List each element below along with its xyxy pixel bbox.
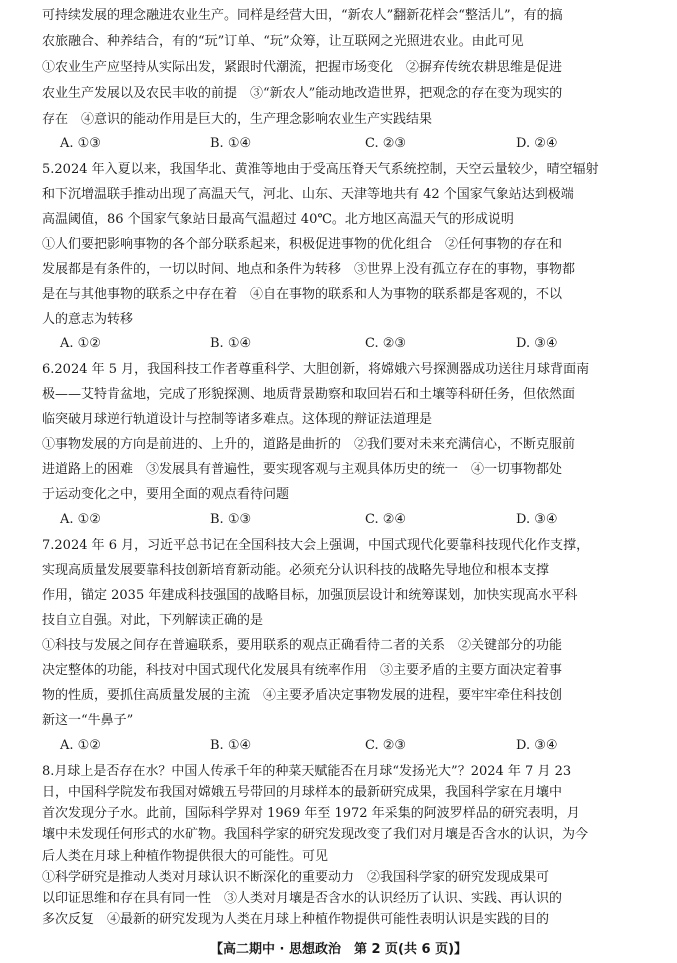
text-line: 后人类在月球上种植作物提供很大的可能性。可见	[42, 849, 329, 864]
question-6-line: 6.2024 年 5 月，我国科技工作者尊重科学、大胆创新，将嫦娥六号探测器成功送往月球背面南	[42, 362, 590, 377]
text-line: 多次反复 ④最新的研究发现为人类在月球上种植作物提供可能性表明认识是实践的目的	[42, 912, 550, 927]
text-line: 以印证思维和存在具有同一性 ③人类对月壤是否含水的认识经历了认识、实践、再认识的	[42, 891, 563, 906]
text-line: ①农业生产应坚持从实际出发，紧跟时代潮流，把握市场变化 ②摒弃传统农耕思维是促进	[42, 60, 563, 75]
text-line: 壤中未发现任何形式的水矿物。我国科学家的研究发现改变了我们对月壤是否含水的认识，为今	[42, 827, 589, 842]
text-line: 物的性质，要抓住高质量发展的主流 ④主要矛盾决定事物发展的进程，要牢牢牵住科技创	[42, 688, 563, 703]
text-line: 可持续发展的理念融进农业生产。同样是经营大田，“新农人”翻新花样会“整活儿”，有的搞	[42, 8, 563, 23]
option-d[interactable]: D. ③④	[516, 738, 558, 753]
question-8-line: 8.月球上是否存在水？中国人传承千年的种菜天赋能否在月球“发扬光大”？2024 年 7 月 23	[42, 764, 572, 779]
text-line: 农业生产发展以及农民丰收的前提 ③“新农人”能动地改造世界，把观念的存在变为现实的	[42, 86, 563, 101]
option-d[interactable]: D. ③④	[516, 336, 558, 351]
text-line: 日，中国科学院发布我国对嫦娥五号带回的月球样本的最新研究成果，我国科学家在月壤中	[42, 785, 563, 800]
option-c[interactable]: C. ②④	[365, 512, 407, 527]
option-a[interactable]: A. ①②	[60, 512, 101, 527]
text-line: 首次发现分子水。此前，国际科学界对 1969 年至 1972 年采集的阿波罗样品的研究表明，月	[42, 806, 580, 821]
text-line: ①事物发展的方向是前进的、上升的，道路是曲折的 ②我们要对未来充满信心，不断克服前	[42, 437, 576, 452]
option-d[interactable]: D. ③④	[516, 512, 558, 527]
text-line: 存在 ④意识的能动作用是巨大的，生产理念影响农业生产实践结果	[42, 112, 433, 127]
text-line: 极——艾特肯盆地，完成了形貌探测、地质背景勘察和取回岩石和土壤等科研任务，但依然面	[42, 387, 576, 402]
option-a[interactable]: A. ①③	[60, 136, 101, 151]
question-5-line: 5.2024 年入夏以来，我国华北、黄淮等地由于受高压脊天气系统控制，天空云量较少，晴空辐射	[42, 162, 599, 177]
text-line: 和下沉增温联手推动出现了高温天气，河北、山东、天津等地共有 42 个国家气象站达到极端	[42, 187, 574, 202]
option-b[interactable]: B. ①④	[210, 336, 252, 351]
option-a[interactable]: A. ①②	[60, 336, 101, 351]
option-c[interactable]: C. ②③	[365, 738, 407, 753]
option-a[interactable]: A. ①②	[60, 738, 101, 753]
text-line: 是在与其他事物的联系之中存在着 ④自在事物的联系和人为事物的联系都是客观的，不以	[42, 287, 563, 302]
text-line: 发展都是有条件的，一切以时间、地点和条件为转移 ③世界上没有孤立存在的事物，事物都	[42, 262, 576, 277]
answer-options-q4	[60, 136, 620, 156]
option-c[interactable]: C. ②③	[365, 336, 407, 351]
text-line: 进道路上的困难 ③发展具有普遍性，要实现客观与主观具体历史的统一 ④一切事物都处	[42, 462, 563, 477]
text-line: 决定整体的功能，科技对中国式现代化发展具有统率作用 ③主要矛盾的主要方面决定着事	[42, 663, 563, 678]
text-line: 技自立自强。对此，下列解读正确的是	[42, 613, 264, 628]
text-line: 高温阈值，86 个国家气象站日最高气温超过 40℃。北方地区高温天气的形成说明	[42, 212, 514, 227]
text-line: 临突破月球逆行轨道设计与控制等诸多难点。这体现的辩证法道理是	[42, 412, 433, 427]
text-line: 农旅融合、种养结合，有的“玩”订单、“玩”众筹，让互联网之光照进农业。由此可见	[42, 34, 524, 49]
text-line: 人的意志为转移	[42, 312, 134, 327]
option-d[interactable]: D. ②④	[516, 136, 558, 151]
text-line: ①科技与发展之间存在普遍联系，要用联系的观点正确看待二者的关系 ②关键部分的功能	[42, 638, 563, 653]
option-c[interactable]: C. ②③	[365, 136, 407, 151]
text-line: 作用，锚定 2035 年建成科技强国的战略目标，加强顶层设计和统筹谋划，加快实现高水平科	[42, 588, 578, 603]
answer-options-q5	[60, 336, 620, 356]
text-line: ①人们要把影响事物的各个部分联系起来，积极促进事物的优化组合 ②任何事物的存在和	[42, 237, 563, 252]
option-b[interactable]: B. ①④	[210, 738, 252, 753]
text-line: 新这一“牛鼻子”	[42, 713, 134, 728]
text-line: 实现高质量发展要靠科技创新培育新动能。必须充分认识科技的战略先导地位和根本支撑	[42, 563, 550, 578]
option-b[interactable]: B. ①④	[210, 136, 252, 151]
question-7-line: 7.2024 年 6 月，习近平总书记在全国科技大会上强调，中国式现代化要靠科技现代化作支撑，	[42, 538, 590, 553]
answer-options-q6	[60, 512, 620, 532]
option-b[interactable]: B. ①③	[210, 512, 252, 527]
page-footer: 【高二期中 · 思想政治 第 2 页(共 6 页)】	[209, 942, 468, 957]
text-line: 于运动变化之中，要用全面的观点看待问题	[42, 487, 290, 502]
answer-options-q7	[60, 738, 620, 758]
text-line: ①科学研究是推动人类对月球认识不断深化的重要动力 ②我国科学家的研究发现成果可	[42, 870, 550, 885]
